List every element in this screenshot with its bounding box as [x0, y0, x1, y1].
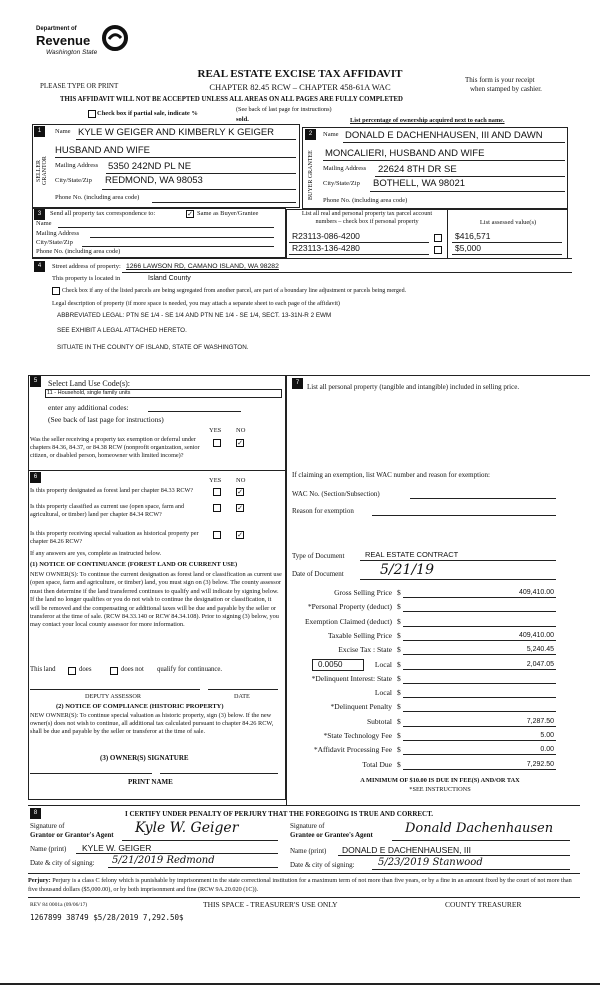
name-print-label: Name (print) — [30, 845, 67, 853]
amount-line — [403, 754, 556, 755]
deputy-assessor-label: DEPUTY ASSESSOR — [85, 693, 141, 700]
tax-row-label: Local — [374, 688, 392, 698]
located-in-label: This property is located in — [52, 275, 121, 282]
buyer-name-field[interactable]: DONALD E DACHENHAUSEN, III AND DAWN — [345, 130, 543, 141]
perjury-text: Perjury is a class C felony which is punishable by imprisonment in the state correctional institution for a maximum term of not more than five years, or by a fine in an amount fixed by the court of not more than five thousand dollars ($5,000.00), or by both imprisonment and fine (RCW 9A.20.020 (1C)). — [28, 877, 572, 893]
receipt-note-2: when stamped by cashier. — [470, 85, 542, 93]
name-print-label: Name (print) — [290, 847, 327, 855]
form-title: REAL ESTATE EXCISE TAX AFFIDAVIT — [197, 68, 403, 80]
seller-name-field[interactable]: KYLE W GEIGER AND KIMBERLY K GEIGER — [78, 127, 275, 138]
tax-row-label: Exemption Claimed (deduct) — [304, 616, 392, 626]
date-city-label: Date & city of signing: — [30, 859, 95, 867]
amount-line — [403, 640, 556, 641]
does-not-label: does not — [121, 666, 144, 673]
compliance-text: NEW OWNER(S): To continue special valuation as historic property, sign (3) below. If the new owner(s) does not wish to continue, all additional tax calculated pursuant to chapter 84.26 RCW, shall be due and payable by the seller or transferor at the time of sale. — [30, 712, 274, 736]
street-address-label: Street address of property: — [52, 263, 121, 270]
exemption-label: If claiming an exemption, list WAC number and reason for exemption: — [292, 471, 490, 479]
grantee-signature-label-2: Grantee or Grantee's Agent — [290, 831, 373, 839]
amount-line — [403, 597, 556, 598]
if-yes-note: If any answers are yes, complete as instructed below. — [30, 550, 162, 557]
tax-row-value[interactable]: 5.00 — [540, 732, 554, 739]
phone-label: Phone No. (including area code) — [323, 197, 408, 204]
dollar-sign: $ — [397, 602, 401, 612]
buyer-city-field[interactable]: BOTHELL, WA 98021 — [373, 178, 466, 189]
seller-address-field[interactable]: 5350 242ND PL NE — [108, 161, 192, 172]
forest-no-checkbox[interactable]: ✓ — [237, 488, 243, 496]
historic-question: Is this property receiving special valuation as historical property per chapter 84.26 RCW? — [30, 530, 199, 545]
same-as-buyer-checkbox[interactable]: ✓ — [187, 210, 193, 218]
does-qualify-checkbox[interactable] — [68, 667, 76, 675]
please-type: PLEASE TYPE OR PRINT — [40, 82, 119, 90]
print-name-label: PRINT NAME — [128, 778, 173, 786]
buyer-side-label: BUYER GRANTEE — [308, 150, 314, 200]
seller-city-field[interactable]: REDMOND, WA 98053 — [105, 175, 203, 186]
tax-row-label: *Delinquent Interest: State — [311, 673, 392, 683]
minimum-note: A MINIMUM OF $10.00 IS DUE IN FEE(S) AND/OR TAX — [360, 777, 520, 784]
parcel-header: List all real and personal property tax parcel account — [301, 210, 433, 217]
exemption-yes-checkbox[interactable] — [213, 439, 221, 447]
street-address-field[interactable]: 1266 LAWSON RD, CAMANO ISLAND, WA 98282 — [126, 263, 279, 270]
assessed-header: List assessed value(s) — [479, 219, 537, 226]
tax-row-label: *Delinquent Penalty — [330, 702, 392, 712]
no-header: NO — [236, 477, 246, 484]
dollar-sign: $ — [397, 588, 401, 597]
does-not-qualify-checkbox[interactable] — [110, 667, 118, 675]
local-rate-value: 0.0050 — [318, 660, 343, 669]
address-label: Mailing Address — [55, 162, 99, 169]
parcel-number-field[interactable]: R23113-086-4200 — [292, 231, 360, 241]
send-correspondence-label: Send all property tax correspondence to: — [50, 210, 156, 217]
amount-line — [403, 769, 556, 770]
treasurer-stamp: 1267899 38749 $5/28/2019 7,292.50$ — [30, 913, 184, 922]
date-label: DATE — [234, 693, 250, 700]
city-label: City/State/Zip — [36, 239, 73, 246]
tax-row-value[interactable]: 7,287.50 — [526, 717, 554, 725]
dollar-sign: $ — [397, 702, 401, 712]
section-number: 6 — [30, 472, 41, 483]
same-as-buyer-label: Same as Buyer/Grantee — [197, 210, 259, 217]
city-label: City/State/Zip — [323, 180, 360, 187]
see-back-note: (See back of last page for instructions) — [48, 415, 164, 424]
section-number: 3 — [34, 209, 45, 220]
certification-statement: I CERTIFY UNDER PENALTY OF PERJURY THAT THE FOREGOING IS TRUE AND CORRECT. — [125, 810, 434, 818]
wac-label: WAC No. (Section/Subsection) — [292, 490, 380, 498]
doc-type-field[interactable]: REAL ESTATE CONTRACT — [365, 550, 459, 559]
personal-property-checkbox[interactable] — [434, 246, 442, 254]
tax-row-label: *State Technology Fee — [323, 731, 392, 740]
owner-signature-title: (3) OWNER(S) SIGNATURE — [100, 754, 189, 762]
amount-line — [403, 611, 556, 612]
segregated-label: Check box if any of the listed parcels are being segregated from another parcel, are part of a boundary line adjustment or parcels being merged. — [62, 288, 407, 294]
address-label: Mailing Address — [36, 230, 80, 237]
dollar-sign: $ — [397, 731, 401, 740]
date-city-label: Date & city of signing: — [290, 861, 355, 869]
amount-line — [403, 726, 556, 727]
tax-row-label: Taxable Selling Price — [327, 630, 392, 640]
tax-row-value[interactable]: 409,410.00 — [518, 589, 554, 596]
logo-state: Washington State — [46, 49, 98, 56]
amount-line — [403, 697, 556, 698]
dollar-sign: $ — [397, 716, 401, 726]
doc-date-field[interactable]: 5/21/19 — [380, 562, 434, 578]
grantee-name-field[interactable]: DONALD E DACHENHAUSEN, III — [342, 845, 471, 855]
dollar-sign: $ — [397, 745, 401, 755]
sold-label: sold. — [236, 116, 249, 123]
dollar-sign: $ — [397, 616, 401, 626]
address-label: Mailing Address — [323, 165, 367, 172]
see-instructions-note: *SEE INSTRUCTIONS — [409, 786, 471, 793]
seller-name-field-2[interactable]: HUSBAND AND WIFE — [55, 145, 151, 156]
see-back-note: (See back of last page for instructions) — [236, 106, 332, 113]
forest-yes-checkbox[interactable] — [213, 488, 221, 496]
section-number: 2 — [305, 129, 316, 140]
treasurer-use-label: THIS SPACE - TREASURER'S USE ONLY — [203, 900, 338, 909]
parcel-number-field[interactable]: R23113-136-4280 — [292, 243, 360, 253]
dor-logo-icon — [102, 25, 128, 51]
grantor-signature-label: Signature of — [30, 822, 65, 830]
no-header: NO — [236, 427, 246, 434]
qualify-label: qualify for continuance. — [157, 666, 223, 673]
historic-yes-checkbox[interactable] — [213, 531, 221, 539]
yes-header: YES — [209, 427, 222, 434]
amount-line — [403, 740, 556, 741]
current-use-no-checkbox[interactable]: ✓ — [237, 504, 243, 512]
land-use-title: Select Land Use Code(s): — [48, 379, 130, 388]
continuance-text: NEW OWNER(S): To continue the current designation as forest land or classification as current use (open space, farm and agriculture, or timber) land, you must sign on (3) below. The county assessor must then determine if the land transferred continues to qualify and will indicate by signing below. If the land no longer qualifies or you do not wish to continue the designation or classification, it will be removed and the compensating or additional taxes will be due and payable by the seller or transferor at the time of sale. (RCW 84.33.140 or RCW 84.34.108). Prior to signing (3) below, you may contact your local county assessor for more information. — [30, 571, 282, 629]
section-number: 7 — [292, 378, 303, 389]
receipt-note: This form is your receipt — [465, 76, 535, 84]
doc-type-label: Type of Document — [292, 552, 345, 560]
personal-property-label: List all personal property (tangible and intangible) included in selling price. — [307, 383, 520, 391]
tax-row-label: Subtotal — [366, 716, 392, 726]
historic-no-checkbox[interactable]: ✓ — [237, 531, 243, 539]
form-warning: THIS AFFIDAVIT WILL NOT BE ACCEPTED UNLESS ALL AREAS ON ALL PAGES ARE FULLY COMPLETED — [60, 96, 403, 103]
exemption-no-checkbox[interactable]: ✓ — [237, 439, 243, 447]
grantor-signature[interactable]: Kyle W. Geiger — [135, 820, 239, 836]
dollar-sign: $ — [397, 645, 401, 655]
county-treasurer-label: COUNTY TREASURER — [445, 900, 522, 909]
partial-sale-label: Check box if partial sale, indicate % — [97, 110, 198, 117]
assessed-value-field[interactable]: $416,571 — [455, 231, 491, 241]
tax-row-label: Excise Tax : State — [338, 645, 392, 655]
logo-dept: Department of — [36, 26, 77, 32]
grantee-signature-label: Signature of — [290, 822, 325, 830]
segregated-checkbox[interactable] — [52, 287, 60, 295]
current-use-yes-checkbox[interactable] — [213, 504, 221, 512]
section-number: 8 — [30, 808, 41, 819]
tax-row-value[interactable]: 2,047.05 — [526, 660, 554, 668]
tax-row-label: Total Due — [362, 759, 392, 769]
perjury-notice — [28, 877, 580, 894]
exemption-question: Was the seller receiving a property tax exemption or deferral under chapters 84.36, 84.37, or 84.38 RCW (nonprofit organization, senior citizen, or disabled person, homeowner with limited income)? — [30, 436, 200, 459]
revision-label: REV 84 0001a (09/06/17) — [30, 902, 88, 908]
doc-date-label: Date of Document — [292, 570, 344, 578]
tax-row-label: Local — [374, 659, 392, 669]
tax-row-value[interactable]: 409,410.00 — [518, 631, 554, 639]
grantee-date-city-field[interactable]: 5/23/2019 Stanwood — [378, 857, 483, 868]
grantor-signature-label-2: Grantor or Grantor's Agent — [30, 831, 114, 839]
buyer-name-field-2[interactable]: MONCALIERI, HUSBAND AND WIFE — [325, 148, 485, 159]
section-number: 5 — [30, 376, 41, 387]
phone-label: Phone No. (including area code) — [55, 194, 140, 201]
perjury-bold: Perjury: — [28, 877, 51, 884]
city-label: City/State/Zip — [55, 177, 92, 184]
name-label: Name — [36, 220, 52, 227]
reason-label: Reason for exemption — [292, 507, 354, 515]
amount-line — [403, 669, 556, 670]
additional-codes-label: enter any additional codes: — [48, 403, 129, 412]
compliance-title: (2) NOTICE OF COMPLIANCE (HISTORIC PROPERTY) — [56, 703, 224, 710]
amount-line — [403, 654, 556, 655]
parcel-header-2: numbers – check box if personal property — [315, 218, 419, 225]
this-land-label: This land — [30, 666, 56, 673]
section-number: 1 — [34, 126, 45, 137]
tax-row-value[interactable]: 7,292.50 — [526, 760, 554, 768]
tax-row-value[interactable]: 5,240.45 — [526, 646, 554, 654]
name-label: Name — [55, 128, 71, 135]
dollar-sign: $ — [397, 673, 401, 683]
personal-property-checkbox[interactable] — [434, 234, 442, 242]
legal-description-line[interactable]: ABBREVIATED LEGAL: PTN SE 1/4 - SE 1/4 AND PTN NE 1/4 - SE 1/4, SECT. 13-31N-R 2 EWM — [57, 312, 332, 319]
legal-description-line[interactable]: SEE EXHIBIT A LEGAL ATTACHED HERETO. — [57, 327, 187, 334]
name-label: Name — [323, 131, 339, 138]
tax-row-label: *Personal Property (deduct) — [307, 602, 392, 612]
dollar-sign: $ — [397, 659, 401, 669]
does-label: does — [79, 666, 92, 673]
tax-row-value[interactable]: 0.00 — [540, 746, 554, 754]
yes-header: YES — [209, 477, 222, 484]
seller-side-label: SELLER GRANTOR — [36, 156, 48, 186]
legal-description-label: Legal description of property (if more space is needed, you may attach a separate sheet to each page of the affidavit) — [52, 300, 340, 307]
county-field[interactable]: Island County — [148, 275, 191, 282]
logo-revenue: Revenue — [36, 33, 91, 48]
partial-sale-checkbox[interactable] — [88, 110, 96, 118]
assessed-value-field[interactable]: $5,000 — [455, 243, 481, 253]
grantee-signature[interactable]: Donald Dachenhausen — [405, 821, 554, 836]
continuance-title: (1) NOTICE OF CONTINUANCE (FOREST LAND OR CURRENT USE) — [30, 561, 238, 568]
land-use-code-value: 11 - Household, single family units — [47, 390, 131, 396]
list-percentage-note: List percentage of ownership acquired next to each name. — [350, 117, 505, 124]
buyer-address-field[interactable]: 22624 8TH DR SE — [378, 164, 457, 175]
dollar-sign: $ — [397, 630, 401, 640]
section-number: 4 — [34, 261, 45, 272]
current-use-question: Is this property classified as current use (open space, farm and agricultural, or timber) land per chapter 84.34 RCW? — [30, 503, 185, 518]
amount-line — [403, 683, 556, 684]
grantor-name-field[interactable]: KYLE W. GEIGER — [82, 843, 152, 853]
amount-line — [403, 626, 556, 627]
amount-line — [403, 711, 556, 712]
forest-land-question: Is this property designated as forest land per chapter 84.33 RCW? — [30, 487, 194, 494]
tax-row-label: Gross Selling Price — [334, 588, 392, 597]
dollar-sign: $ — [397, 688, 401, 698]
column-divider — [286, 375, 287, 805]
form-chapter: CHAPTER 82.45 RCW – CHAPTER 458-61A WAC — [209, 82, 391, 92]
grantor-date-city-field[interactable]: 5/21/2019 Redmond — [112, 855, 215, 866]
dollar-sign: $ — [397, 759, 401, 769]
phone-label: Phone No. (including area code) — [36, 248, 121, 255]
legal-description-line[interactable]: SITUATE IN THE COUNTY OF ISLAND, STATE OF WASHINGTON. — [57, 344, 249, 351]
tax-row-label: *Affidavit Processing Fee — [313, 745, 392, 755]
